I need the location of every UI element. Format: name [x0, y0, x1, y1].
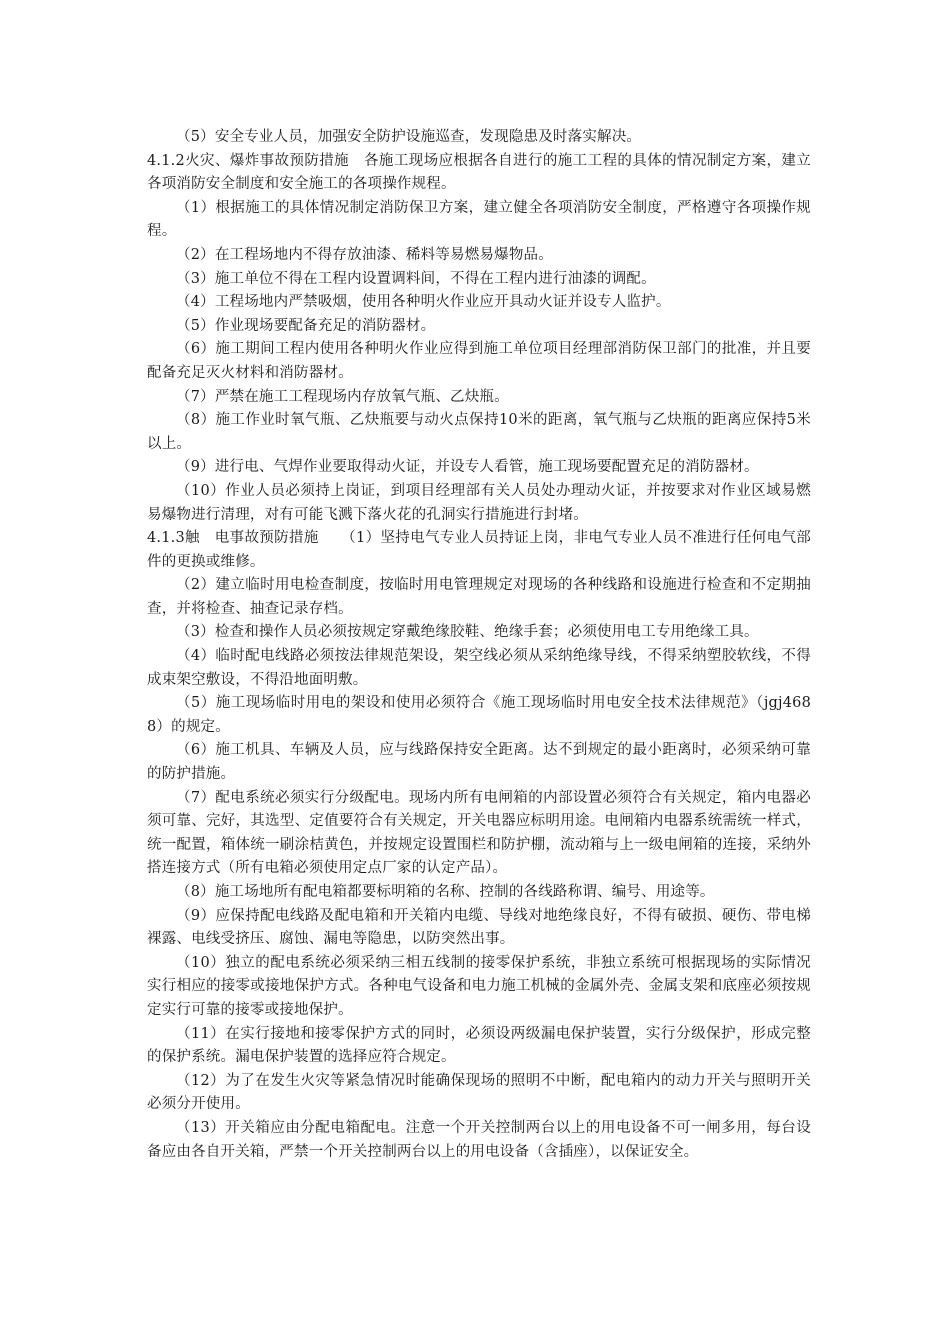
paragraph-14: （2）建立临时用电检查制度，按临时用电管理规定对现场的各种线路和设施进行检查和不定期抽查，并将检查、抽查记录存档。 — [147, 577, 811, 617]
paragraph-19: （7）配电系统必须实行分级配电。现场内所有电闸箱的内部设置必须符合有关规定，箱内电器必须可靠、完好，其选型、定值要符合有关规定，开关电器应标明用途。电闸箱内电器系统需统一样式，统一配置，箱体统一刷涂桔黄色，并按规定设置围栏和防护棚，流动箱与上一级电闸箱的连接，采纳外搭连接方式（所有电箱必须使用定点厂家的认定产品）。 — [147, 789, 811, 877]
paragraph-13: 4.1.3触 电事故预防措施 （1）坚持电气专业人员持证上岗，非电气专业人员不准进行任何电气部件的更换或维修。 — [147, 530, 811, 570]
paragraph-18: （6）施工机具、车辆及人员，应与线路保持安全距离。达不到规定的最小距离时，必须采纳可靠的防护措施。 — [147, 742, 811, 783]
paragraph-11: （9）进行电、气焊作业要取得动火证，并设专人看管，施工现场要配置充足的消防器材。 — [176, 459, 759, 476]
paragraph-15: （3）检查和操作人员必须按规定穿戴绝缘胶鞋、绝缘手套；必须使用电工专用绝缘工具。 — [176, 624, 759, 641]
paragraph-9: （7）严禁在施工工程现场内存放氧气瓶、乙炔瓶。 — [176, 388, 509, 405]
paragraph-23: （11）在实行接地和接零保护方式的同时，必须设两级漏电保护装置，实行分级保护，形成完整的保护系统。漏电保护装置的选择应符合规定。 — [147, 1025, 811, 1066]
paragraph-24: （12）为了在发生火灾等紧急情况时能确保现场的照明不中断，配电箱内的动力开关与照明开关必须分开使用。 — [147, 1072, 811, 1113]
paragraph-12: （10）作业人员必须持上岗证，到项目经理部有关人员处办理动火证，并按要求对作业区域易燃易爆物进行清理，对有可能飞溅下落火花的孔洞实行措施进行封堵。 — [147, 482, 811, 523]
paragraph-17: （5）施工现场临时用电的架设和使用必须符合《施工现场临时用电安全技术法律规范》（jgj4688）的规定。 — [147, 695, 811, 735]
paragraph-5: （3）施工单位不得在工程内设置调料间，不得在工程内进行油漆的调配。 — [176, 270, 656, 287]
paragraph-4: （2）在工程场地内不得存放油漆、稀料等易燃易爆物品。 — [176, 246, 553, 263]
paragraph-22: （10）独立的配电系统必须采纳三相五线制的接零保护系统，非独立系统可根据现场的实际情况实行相应的接零或接地保护方式。各种电气设备和电力施工机械的金属外壳、金属支架和底座必须按规定实行可靠的接零或接地保护。 — [147, 954, 811, 1018]
paragraph-10: （8）施工作业时氧气瓶、乙炔瓶要与动火点保持10米的距离，氧气瓶与乙炔瓶的距离应保持5米以上。 — [147, 412, 811, 452]
paragraph-2: 4.1.2火灾、爆炸事故预防措施 各施工现场应根据各自进行的施工工程的具体的情况制定方案，建立各项消防安全制度和安全施工的各项操作规程。 — [147, 152, 811, 193]
paragraph-3: （1）根据施工的具体情况制定消防保卫方案，建立健全各项消防安全制度，严格遵守各项操作规程。 — [147, 199, 811, 240]
paragraph-1: （5）安全专业人员，加强安全防护设施巡查，发现隐患及时落实解决。 — [176, 129, 642, 145]
paragraph-16: （4）临时配电线路必须按法律规范架设，架空线必须从采纳绝缘导线，不得采纳塑胶软线，不得成束架空敷设，不得沿地面明敷。 — [147, 648, 811, 688]
paragraph-8: （6）施工期间工程内使用各种明火作业应得到施工单位项目经理部消防保卫部门的批准，并且要配备充足灭火材料和消防器材。 — [147, 341, 811, 381]
paragraph-7: （5）作业现场要配备充足的消防器材。 — [176, 317, 436, 334]
paragraph-20: （8）施工场地所有配电箱都要标明箱的名称、控制的各线路称谓、编号、用途等。 — [176, 884, 715, 900]
paragraph-6: （4）工程场地内严禁吸烟，使用各种明火作业应开具动火证并设专人监护。 — [176, 294, 671, 311]
paragraph-25: （13）开关箱应由分配电箱配电。注意一个开关控制两台以上的用电设备不可一闸多用，每台设备应由各自开关箱，严禁一个开关控制两台以上的用电设备（含插座），以保证安全。 — [147, 1119, 811, 1160]
document-body — [147, 126, 811, 1164]
paragraph-21: （9）应保持配电线路及配电箱和开关箱内电缆、导线对地绝缘良好，不得有破损、硬伤、带电梯裸露、电线受挤压、腐蚀、漏电等隐患，以防突然出事。 — [147, 907, 811, 948]
